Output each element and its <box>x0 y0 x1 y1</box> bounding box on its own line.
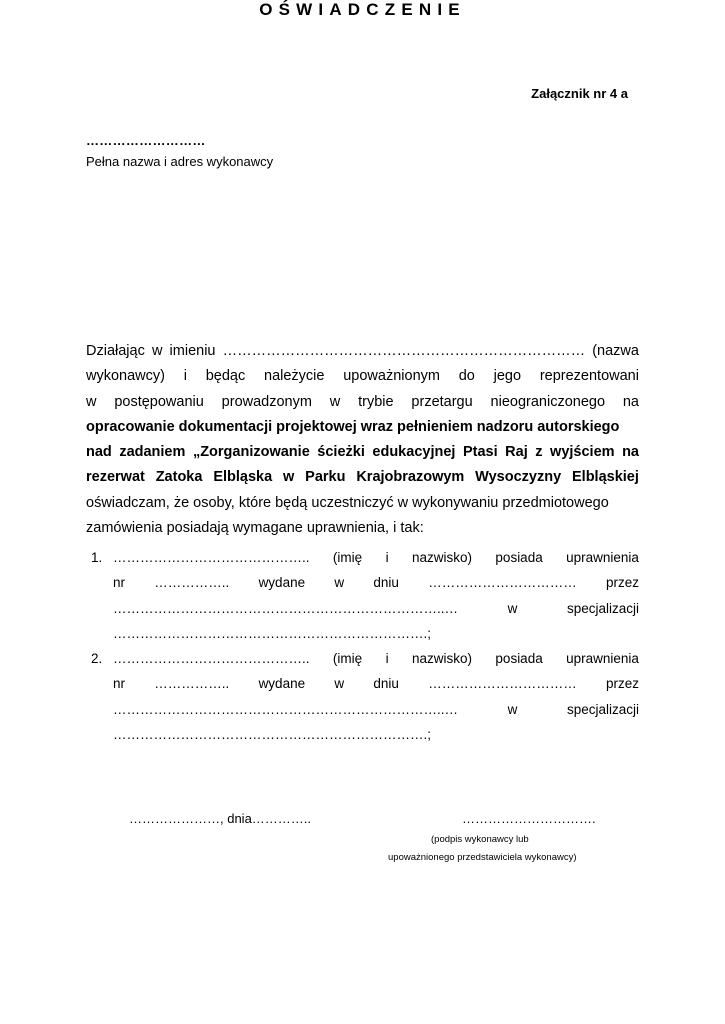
word: imieniu <box>169 343 216 359</box>
text-line <box>86 390 639 415</box>
word: ………………………………………………………………..… <box>113 701 459 717</box>
word: i <box>385 550 389 565</box>
word: oświadczam, że osoby, które będą uczestniczyć w wykonywaniu przedmiotowego <box>86 494 609 511</box>
word: wyjściem <box>550 444 615 461</box>
word: opracowanie dokumentacji projektowej wraz pełnieniem nadzoru autorskiego <box>86 418 620 435</box>
text-line <box>86 364 639 389</box>
word: specjalizacji <box>566 701 639 717</box>
text-line <box>86 516 639 541</box>
word: …………….. <box>154 575 230 591</box>
contractor-dots: ……………………… <box>86 133 206 148</box>
word: na <box>622 393 639 410</box>
word: …………….. <box>154 676 230 692</box>
word: postępowaniu <box>114 393 204 410</box>
qualified-persons-list <box>86 546 639 748</box>
word: …………………………………………………………….; <box>113 625 432 641</box>
word: i <box>385 651 389 667</box>
word: w <box>283 469 295 486</box>
word: uprawnienia <box>566 550 639 565</box>
word: zamówienia posiadają wymagane uprawnienia, i tak: <box>86 520 424 537</box>
text-line <box>113 546 639 571</box>
word: …………………………… <box>428 676 577 692</box>
word: dniu <box>373 676 399 692</box>
place-date-field: …………………, dnia………….. <box>129 811 312 826</box>
text-line <box>86 491 639 516</box>
list-number: 2. <box>91 651 103 667</box>
text-line <box>86 465 639 490</box>
word: rezerwat <box>86 469 145 486</box>
text-line <box>86 415 639 440</box>
word: nazwisko) <box>411 651 473 667</box>
signature-caption-1: (podpis wykonawcy lub <box>431 834 529 845</box>
word: prowadzonym <box>221 393 312 410</box>
text-line <box>113 723 639 748</box>
word: uprawnienia <box>566 651 639 667</box>
word: …………………………… <box>428 575 577 591</box>
word: Raj <box>505 444 528 461</box>
word: w <box>151 343 163 359</box>
word: reprezentowani <box>539 368 639 385</box>
word: na <box>622 444 639 461</box>
word: w <box>507 600 518 616</box>
word: posiada <box>495 550 543 565</box>
word: nad <box>86 444 112 461</box>
word: posiada <box>495 651 543 667</box>
text-line <box>113 597 639 622</box>
word: (nazwa <box>592 343 639 359</box>
word: w <box>329 393 341 410</box>
word: Krajobrazowym <box>356 469 465 486</box>
word: w <box>334 575 345 591</box>
word: trybie <box>358 393 394 410</box>
word: ścieżki <box>317 444 365 461</box>
annex-label: Załącznik nr 4 a <box>531 86 628 101</box>
text-line <box>113 698 639 723</box>
word: nazwisko) <box>411 550 473 565</box>
word: Ptasi <box>462 444 498 461</box>
word: przez <box>605 575 639 591</box>
word: …………………………………….. <box>113 550 310 565</box>
word: w <box>507 701 518 717</box>
word: nieograniczonego <box>490 393 606 410</box>
word: będąc <box>205 368 246 385</box>
text-line <box>113 622 639 647</box>
word: …………………………………….. <box>113 651 310 667</box>
list-item <box>86 647 639 748</box>
word: nr <box>113 575 126 591</box>
word: i <box>183 368 187 385</box>
word: wykonawcy) <box>86 368 165 385</box>
word: Elbląska <box>213 469 273 486</box>
word: z <box>535 444 543 461</box>
word: wydane <box>258 676 306 692</box>
word: Zatoka <box>155 469 203 486</box>
word: ………………………………………………………………… <box>222 343 586 359</box>
word: do <box>458 368 475 385</box>
text-line <box>113 647 639 672</box>
word: przez <box>605 676 639 692</box>
word: specjalizacji <box>566 600 639 616</box>
word: Działając <box>86 343 145 359</box>
word: dniu <box>373 575 399 591</box>
list-number: 1. <box>91 550 103 565</box>
word: Elbląskiej <box>572 469 639 486</box>
list-item <box>86 546 639 647</box>
text-line <box>113 672 639 697</box>
word: jego <box>493 368 522 385</box>
word: (imię <box>332 550 363 565</box>
word: wydane <box>258 575 306 591</box>
contractor-label: Pełna nazwa i adres wykonawcy <box>86 154 274 169</box>
text-line <box>86 339 639 364</box>
word: nr <box>113 676 126 692</box>
word: przetargu <box>411 393 473 410</box>
signature-caption-2: upoważnionego przedstawiciela wykonawcy) <box>388 852 577 863</box>
word: Wysoczyzny <box>475 469 562 486</box>
word: …………………………………………………………….; <box>113 727 432 743</box>
word: Parku <box>305 469 346 486</box>
statement-body <box>86 339 639 541</box>
word: należycie <box>264 368 325 385</box>
text-line <box>113 571 639 596</box>
document-title: OŚWIADCZENIE <box>259 0 466 19</box>
text-line <box>86 440 639 465</box>
word: ………………………………………………………………..… <box>113 600 459 616</box>
word: w <box>334 676 345 692</box>
word: w <box>86 393 97 410</box>
word: (imię <box>332 651 363 667</box>
word: „Zorganizowanie <box>192 444 310 461</box>
word: upoważnionym <box>343 368 440 385</box>
signature-line: …………………………. <box>462 811 596 826</box>
word: zadaniem <box>119 444 186 461</box>
word: edukacyjnej <box>372 444 456 461</box>
